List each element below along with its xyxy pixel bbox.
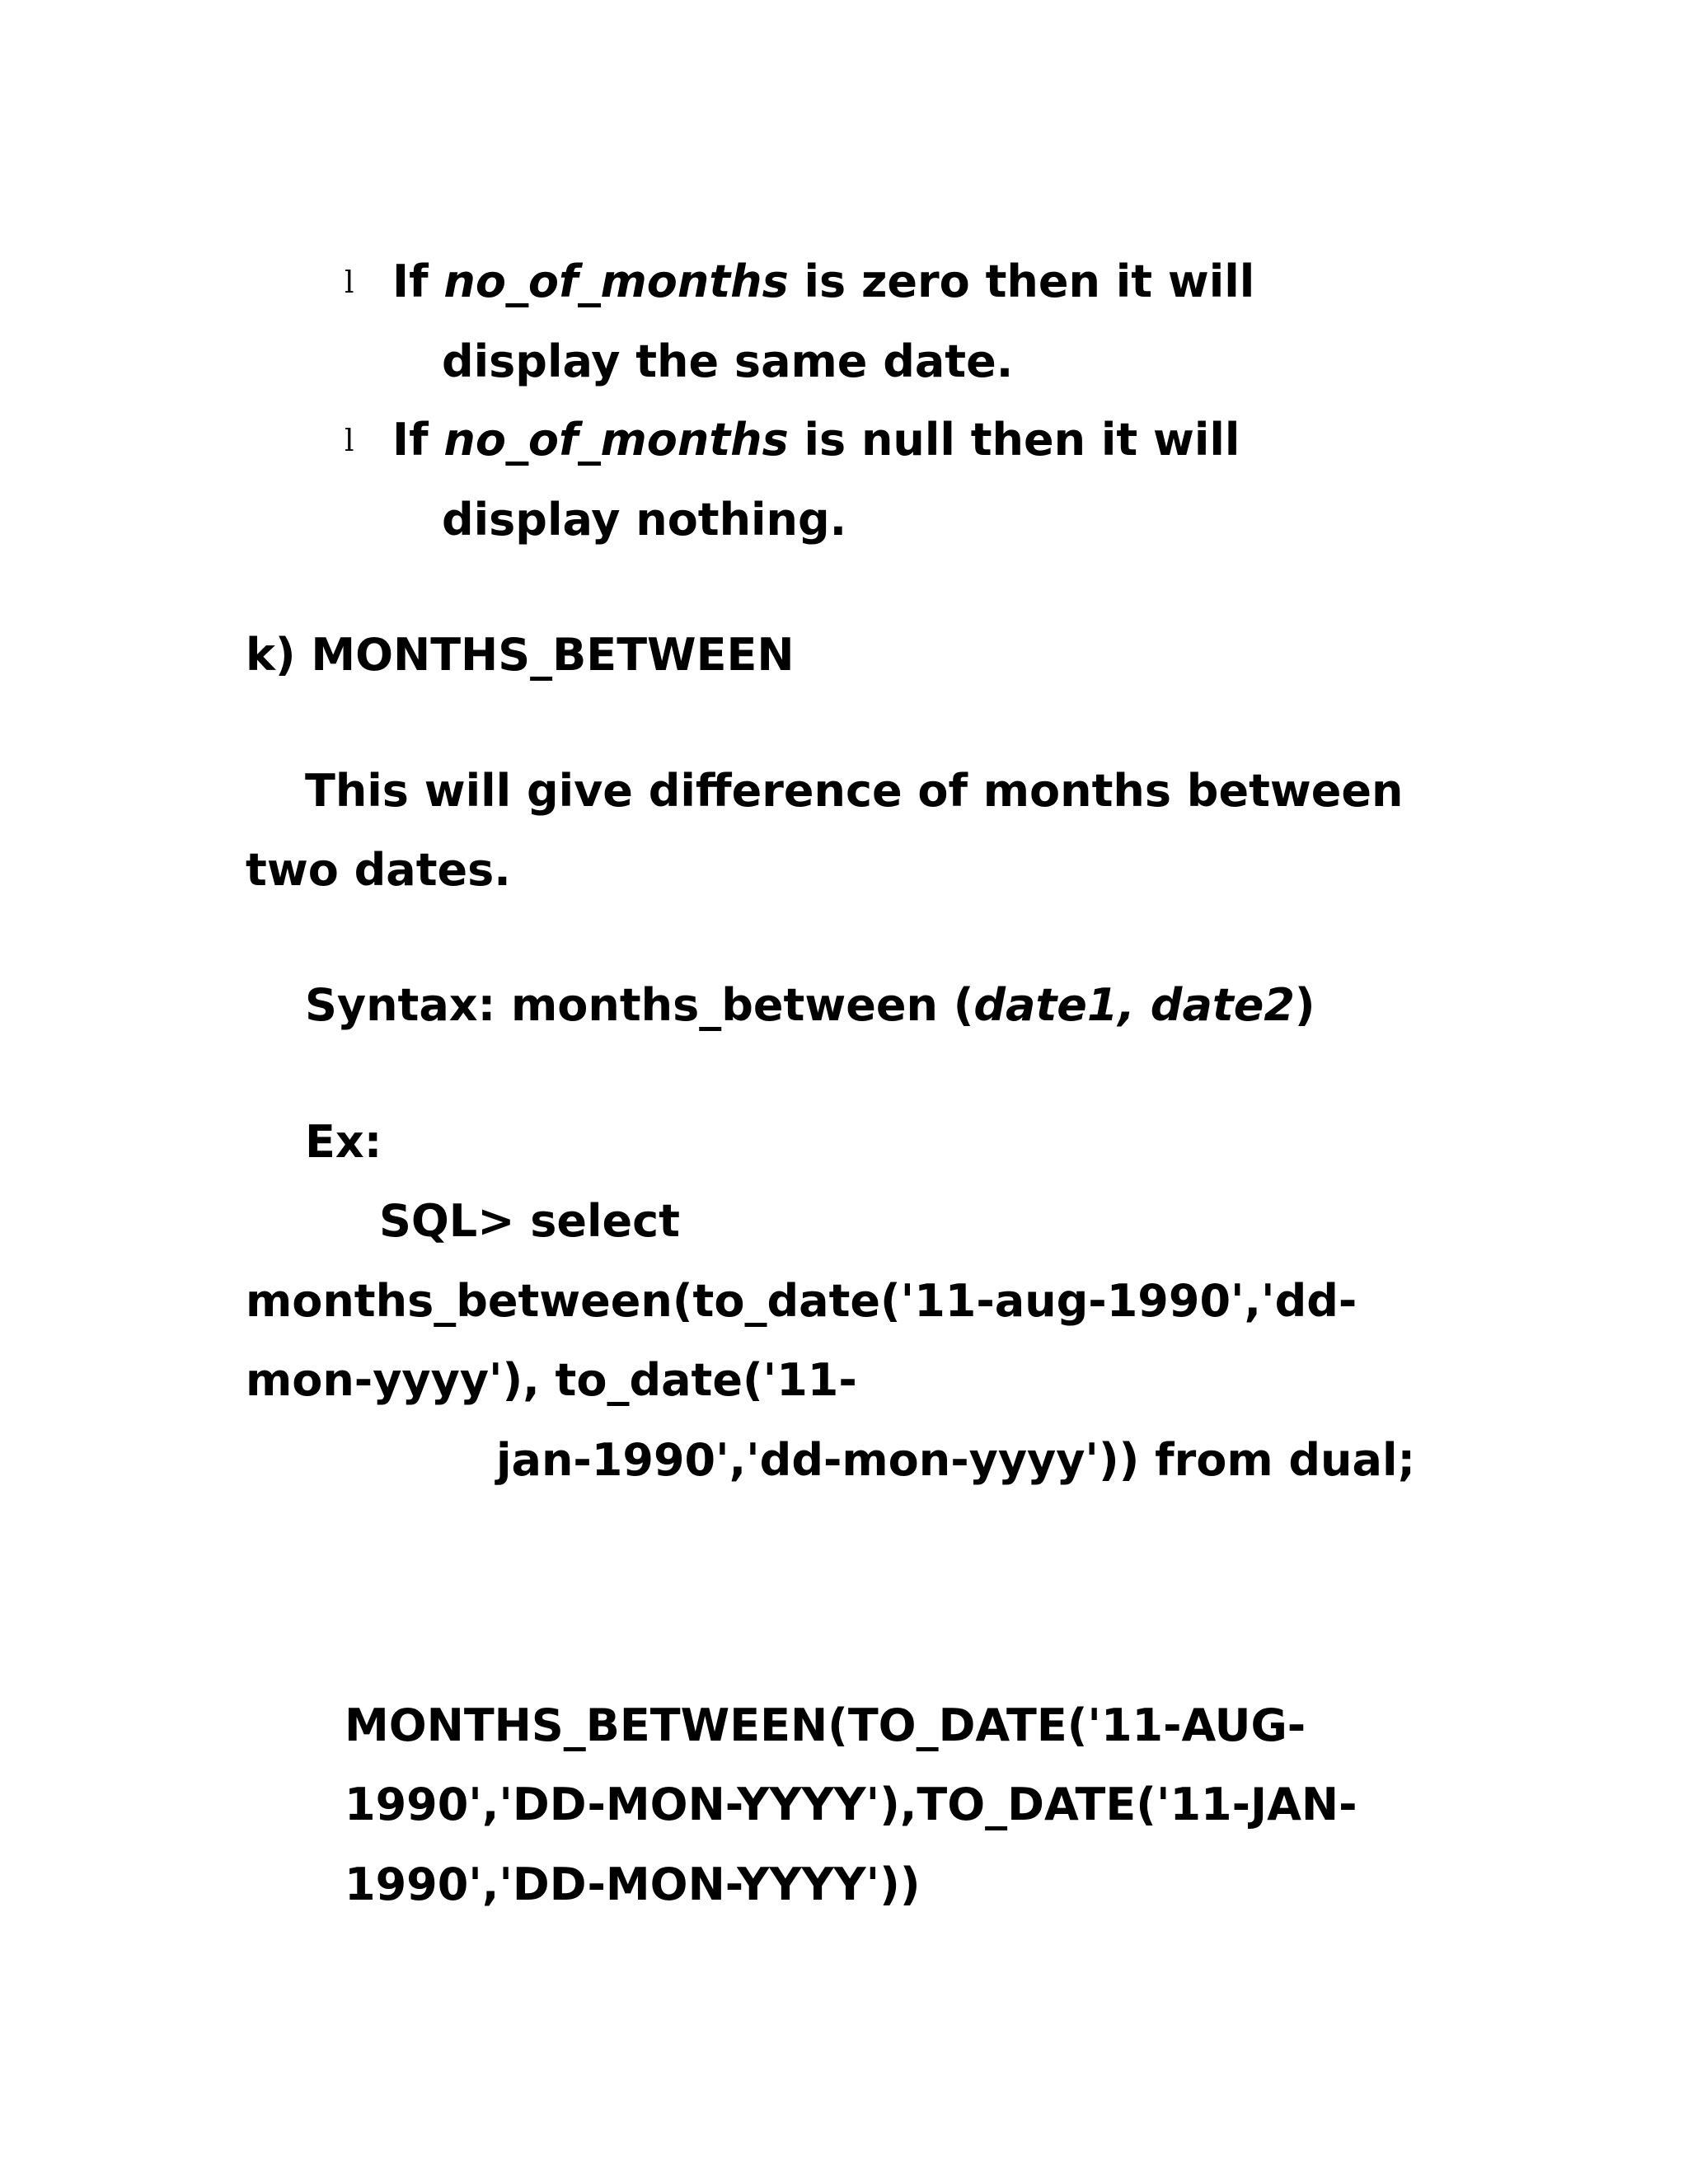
description-line: two dates. — [246, 844, 511, 896]
syntax-line — [305, 979, 1315, 1032]
bullet-marker: l — [345, 424, 354, 458]
bullet-text — [392, 255, 1254, 308]
bullet-continuation: display the same date. — [442, 335, 1014, 387]
output-line: MONTHS_BETWEEN(TO_DATE('11-AUG- — [345, 1699, 1306, 1751]
query-line: jan-1990','dd-mon-yyyy')) from dual; — [496, 1434, 1416, 1486]
query-line: months_between(to_date('11-aug-1990','dd- — [246, 1275, 1357, 1327]
query-line: mon-yyyy'), to_date('11- — [246, 1354, 857, 1406]
bullet-text-post: is null then it will — [788, 414, 1240, 466]
example-label: Ex: — [305, 1116, 382, 1168]
syntax-pre: Syntax: months_between ( — [305, 979, 974, 1031]
bullet-marker: l — [345, 266, 354, 300]
bullet-text-pre: If — [392, 414, 444, 466]
bullet-continuation: display nothing. — [442, 494, 847, 546]
bullet-text — [392, 414, 1240, 466]
section-heading: k) MONTHS_BETWEEN — [246, 629, 795, 681]
param-name: no_of_months — [443, 255, 789, 307]
syntax-params: date1, date2 — [973, 979, 1295, 1031]
output-line: 1990','DD-MON-YYYY')) — [345, 1858, 921, 1910]
output-line: 1990','DD-MON-YYYY'),TO_DATE('11-JAN- — [345, 1779, 1357, 1830]
syntax-post: ) — [1294, 979, 1315, 1031]
description-line: This will give difference of months between — [305, 765, 1404, 817]
query-line: SQL> select — [379, 1195, 680, 1247]
bullet-text-pre: If — [392, 255, 444, 307]
param-name: no_of_months — [443, 414, 789, 466]
bullet-text-post: is zero then it will — [788, 255, 1255, 307]
